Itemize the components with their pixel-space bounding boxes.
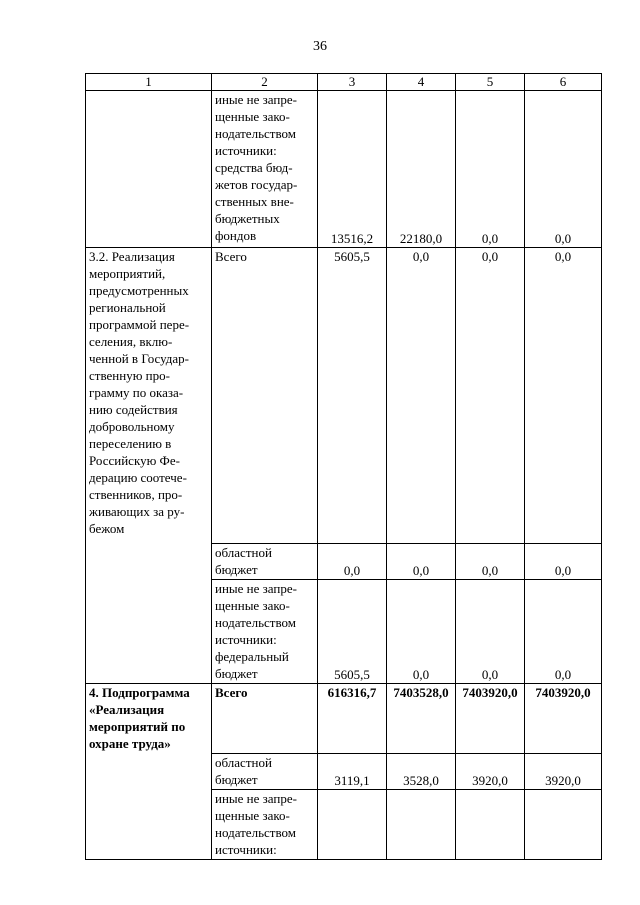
- value-cell: 7403920,0: [525, 684, 602, 754]
- column-number: 6: [525, 74, 602, 91]
- value-cell: 3119,1: [318, 754, 387, 790]
- value-cell: 3920,0: [525, 754, 602, 790]
- value-cell: 0,0: [525, 580, 602, 684]
- funding-source: иные не запре- щенные зако- нодательством источники: средства бюд- жетов государ- ственных вне- бюджетных фондов: [212, 91, 318, 248]
- value-cell: 0,0: [387, 544, 456, 580]
- value-cell: 3920,0: [456, 754, 525, 790]
- value-cell: 0,0: [456, 91, 525, 248]
- subprogram-cell: 4. Подпрограмма «Реализация мероприятий по охране труда»: [86, 684, 212, 860]
- page-number: 36: [313, 39, 327, 54]
- column-number: 1: [86, 74, 212, 91]
- value-cell: [318, 790, 387, 860]
- value-cell: [525, 790, 602, 860]
- value-cell: 0,0: [456, 544, 525, 580]
- activity-cell-empty: [86, 91, 212, 248]
- value-cell: 616316,7: [318, 684, 387, 754]
- value-cell: 0,0: [456, 248, 525, 544]
- value-cell: 0,0: [387, 580, 456, 684]
- funding-source: иные не запре- щенные зако- нодательством источники:: [212, 790, 318, 860]
- column-number: 2: [212, 74, 318, 91]
- funding-source: иные не запре- щенные зако- нодательством источники: федеральный бюджет: [212, 580, 318, 684]
- value-cell: 7403920,0: [456, 684, 525, 754]
- funding-source: Всего: [212, 684, 318, 754]
- funding-source: областной бюджет: [212, 754, 318, 790]
- value-cell: [387, 790, 456, 860]
- column-number-row: [86, 74, 602, 91]
- funding-source: областной бюджет: [212, 544, 318, 580]
- value-cell: [456, 790, 525, 860]
- column-number: 3: [318, 74, 387, 91]
- value-cell: 3528,0: [387, 754, 456, 790]
- value-cell: 0,0: [525, 248, 602, 544]
- value-cell: 5605,5: [318, 248, 387, 544]
- table-row: [86, 248, 602, 544]
- value-cell: 7403528,0: [387, 684, 456, 754]
- value-cell: 0,0: [318, 544, 387, 580]
- value-cell: 22180,0: [387, 91, 456, 248]
- value-cell: 0,0: [387, 248, 456, 544]
- funding-source: Всего: [212, 248, 318, 544]
- column-number: 5: [456, 74, 525, 91]
- value-cell: 13516,2: [318, 91, 387, 248]
- column-number: 4: [387, 74, 456, 91]
- table-row: [86, 91, 602, 248]
- budget-table: [85, 73, 602, 860]
- table-row: [86, 684, 602, 754]
- value-cell: 0,0: [525, 91, 602, 248]
- value-cell: 5605,5: [318, 580, 387, 684]
- value-cell: 0,0: [525, 544, 602, 580]
- activity-cell: 3.2. Реализация мероприятий, предусмотренных региональной программой пере- селения, вклю- ченной в Государ- ственную про- грамму по оказа- нию содействия добровольному переселению в Российскую Фе- дерацию соотече- ственников, про- живающих за ру- бежом: [86, 248, 212, 684]
- value-cell: 0,0: [456, 580, 525, 684]
